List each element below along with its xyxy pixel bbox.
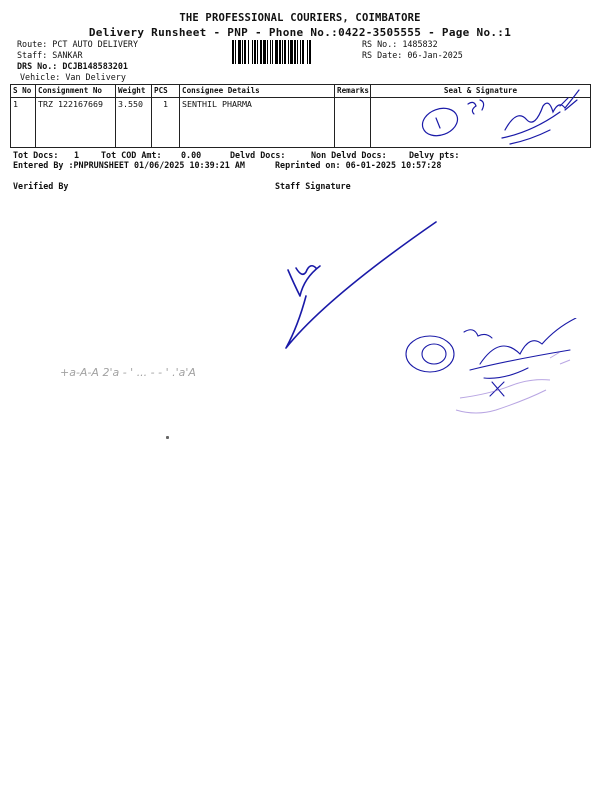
- barcode-bar: [282, 40, 283, 64]
- barcode-bar: [267, 40, 268, 64]
- barcode-bar: [263, 40, 266, 64]
- cell-remarks: [335, 98, 371, 148]
- tot-cod-value: 0.00: [181, 150, 202, 160]
- rs-number: RS No.: 1485832: [362, 39, 438, 49]
- barcode-bar: [232, 40, 234, 64]
- reprinted-on: Reprinted on: 06-01-2025 10:57:28: [275, 160, 442, 170]
- barcode-bar: [235, 40, 236, 64]
- ink-dot: [166, 436, 169, 439]
- route-label: Route: PCT AUTO DELIVERY: [17, 39, 139, 49]
- barcode-bar: [254, 40, 256, 64]
- cell-sno: 1: [11, 98, 36, 148]
- col-pcs: PCS: [152, 85, 180, 98]
- seal-signature-scribble: [410, 82, 590, 152]
- drs-number: DRS No.: DCJB148583201: [17, 61, 128, 71]
- barcode-bar: [309, 40, 311, 64]
- barcode-bar: [260, 40, 262, 64]
- rs-date: RS Date: 06-Jan-2025: [362, 50, 463, 60]
- col-consignment: Consignment No: [36, 85, 116, 98]
- cell-consignee: SENTHIL PHARMA: [180, 98, 335, 148]
- barcode-bar: [288, 40, 289, 64]
- barcode-bar: [307, 40, 308, 64]
- barcode-bar: [275, 40, 278, 64]
- barcode-bar: [252, 40, 253, 64]
- barcode-bar: [248, 40, 249, 64]
- barcode-bar: [244, 40, 246, 64]
- delvd-docs-label: Delvd Docs:: [230, 150, 286, 160]
- company-title: THE PROFESSIONAL COURIERS, COIMBATORE: [179, 12, 421, 24]
- barcode-bar: [300, 40, 301, 64]
- entered-by: Entered By :PNPRUNSHEET 01/06/2025 10:39:21 AM: [13, 160, 245, 170]
- staff-label: Staff: SANKAR: [17, 50, 83, 60]
- barcode: [232, 40, 350, 64]
- cell-weight: 3.550: [116, 98, 152, 148]
- barcode-bar: [284, 40, 286, 64]
- verified-by-label: Verified By: [13, 181, 69, 191]
- barcode-bar: [297, 40, 298, 64]
- runsheet-title: Delivery Runsheet - PNP - Phone No.:0422-3505555 - Page No.:1: [88, 26, 512, 39]
- tot-cod-label: Tot COD Amt:: [101, 150, 162, 160]
- barcode-bar: [238, 40, 241, 64]
- col-consignee: Consignee Details: [180, 85, 335, 98]
- faded-stamp-text: +a-A-A 2'a - ' ... - - ' .'a'A: [60, 366, 196, 379]
- col-weight: Weight: [116, 85, 152, 98]
- staff-signature-label: Staff Signature: [275, 181, 351, 191]
- barcode-bar: [242, 40, 243, 64]
- cell-pcs: 1: [152, 98, 180, 148]
- col-seal-signature: Seal & Signature: [371, 85, 591, 98]
- barcode-bar: [294, 40, 296, 64]
- tot-docs-label: Tot Docs:: [13, 150, 59, 160]
- tot-docs-value: 1: [74, 150, 80, 160]
- col-remarks: Remarks: [335, 85, 371, 98]
- barcode-bar: [272, 40, 273, 64]
- barcode-bar: [257, 40, 258, 64]
- vehicle-label: Vehicle: Van Delivery: [20, 72, 126, 82]
- cell-consignment: TRZ 122167669: [36, 98, 116, 148]
- non-delvd-docs-label: Non Delvd Docs:: [311, 150, 387, 160]
- barcode-bar: [290, 40, 293, 64]
- barcode-bar: [279, 40, 281, 64]
- delvy-pts-label: Delvy pts:: [409, 150, 460, 160]
- barcode-bar: [302, 40, 304, 64]
- barcode-bar: [270, 40, 271, 64]
- bottom-seal-scribble: [400, 318, 590, 428]
- col-sno: S No: [11, 85, 36, 98]
